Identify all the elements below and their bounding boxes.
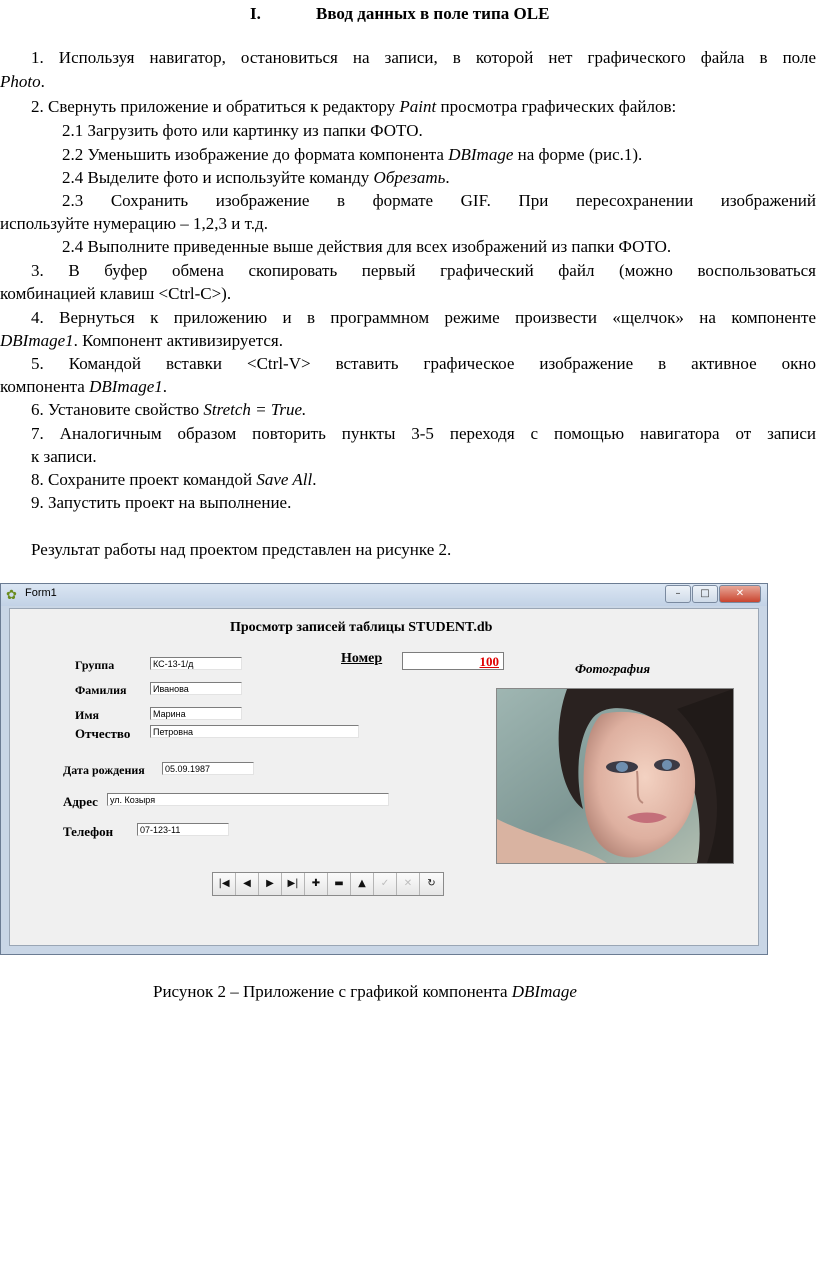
cancel-icon[interactable]: ✕: [397, 873, 420, 895]
insert-icon[interactable]: ✚: [305, 873, 328, 895]
step-2-4-crop: 2.4 Выделите фото и используйте команду Обрезать.: [62, 168, 450, 187]
number-label: Номер: [341, 651, 383, 666]
phone-field[interactable]: 07-123-11: [137, 823, 229, 836]
patronymic-label: Отчество: [75, 726, 131, 741]
surname-label: Фамилия: [75, 683, 127, 697]
photo-label: Фотография: [575, 661, 651, 676]
step-7-line-1: 7. Аналогичным образом повторить пункты 3-5 переходя с помощью навигатора от записи: [31, 424, 816, 443]
name-field[interactable]: Марина: [150, 707, 242, 720]
db-navigator: [212, 872, 444, 896]
close-icon[interactable]: ✕: [719, 585, 761, 603]
last-icon[interactable]: ▶|: [282, 873, 305, 895]
patronymic-field[interactable]: Петровна: [150, 725, 359, 738]
portrait-photo: [497, 689, 733, 863]
surname-field[interactable]: Иванова: [150, 682, 242, 695]
window-title: Form1: [25, 587, 57, 599]
form-client-area: [9, 608, 759, 946]
post-icon[interactable]: ✓: [374, 873, 397, 895]
step-4-line-2: DBImage1. Компонент активизируется.: [0, 331, 283, 350]
result-text: Результат работы над проектом представлен на рисунке 2.: [31, 540, 452, 559]
step-8: 8. Сохраните проект командой Save All.: [31, 470, 317, 489]
address-field[interactable]: ул. Козыря: [107, 793, 389, 806]
birthdate-field[interactable]: 05.09.1987: [162, 762, 254, 775]
step-6: 6. Установите свойство Stretch = True.: [31, 400, 307, 419]
figure-caption: Рисунок 2 – Приложение с графикой компонента DBImage: [153, 982, 577, 1001]
heading-text: Ввод данных в поле типа OLE: [316, 4, 550, 23]
step-2-2: 2.2 Уменьшить изображение до формата компонента DBImage на форме (рис.1).: [62, 145, 643, 164]
step-5-line-1: 5. Командой вставки <Ctrl-V> вставить графическое изображение в активное окно: [31, 354, 816, 373]
step-1-line-2: Photo.: [0, 72, 45, 91]
edit-icon[interactable]: ▲: [351, 873, 374, 895]
group-label: Группа: [75, 658, 115, 672]
step-7-line-2: к записи.: [31, 447, 97, 466]
form-title: Просмотр записей таблицы STUDENT.db: [230, 620, 493, 635]
delete-icon[interactable]: ▬: [328, 873, 351, 895]
refresh-icon[interactable]: ↻: [420, 873, 443, 895]
phone-label: Телефон: [63, 824, 114, 839]
step-2-3-line-2: используйте нумерацию – 1,2,3 и т.д.: [0, 214, 268, 233]
dbimage-photo[interactable]: [496, 688, 734, 864]
step-2-4-repeat: 2.4 Выполните приведенные выше действия для всех изображений из папки ФОТО.: [62, 237, 672, 256]
step-2-3-line-1: 2.3 Сохранить изображение в формате GIF. При пересохранении изображений: [62, 191, 816, 210]
heading-number: I.: [250, 4, 261, 23]
step-3-line-1: 3. В буфер обмена скопировать первый графический файл (можно воспользоваться: [31, 261, 816, 280]
minimize-icon[interactable]: –: [665, 585, 691, 603]
group-field[interactable]: КС-13-1/д: [150, 657, 242, 670]
step-2-1: 2.1 Загрузить фото или картинку из папки ФОТО.: [62, 121, 423, 140]
window-titlebar[interactable]: [1, 584, 767, 606]
delphi-app-icon: ✿: [6, 587, 17, 602]
app-window: [0, 583, 768, 955]
step-3-line-2: комбинацией клавиш <Ctrl-C>).: [0, 284, 232, 303]
number-value: 100: [479, 654, 499, 669]
next-icon[interactable]: ▶: [259, 873, 282, 895]
number-field[interactable]: [402, 652, 504, 670]
maximize-icon[interactable]: □: [692, 585, 718, 603]
prior-icon[interactable]: ◀: [236, 873, 259, 895]
step-2: 2. Свернуть приложение и обратиться к редактору Paint просмотра графических файлов:: [31, 97, 677, 116]
window-buttons: [664, 585, 761, 603]
name-label: Имя: [75, 708, 99, 722]
first-icon[interactable]: |◀: [213, 873, 236, 895]
step-5-line-2: компонента DBImage1.: [0, 377, 168, 396]
step-9: 9. Запустить проект на выполнение.: [31, 493, 292, 512]
step-4-line-1: 4. Вернуться к приложению и в программном режиме произвести «щелчок» на компоненте: [31, 308, 816, 327]
birthdate-label: Дата рождения: [63, 763, 145, 777]
address-label: Адрес: [63, 794, 98, 809]
step-1-line-1: 1. Используя навигатор, остановиться на записи, в которой нет графического файла в поле: [31, 48, 816, 67]
